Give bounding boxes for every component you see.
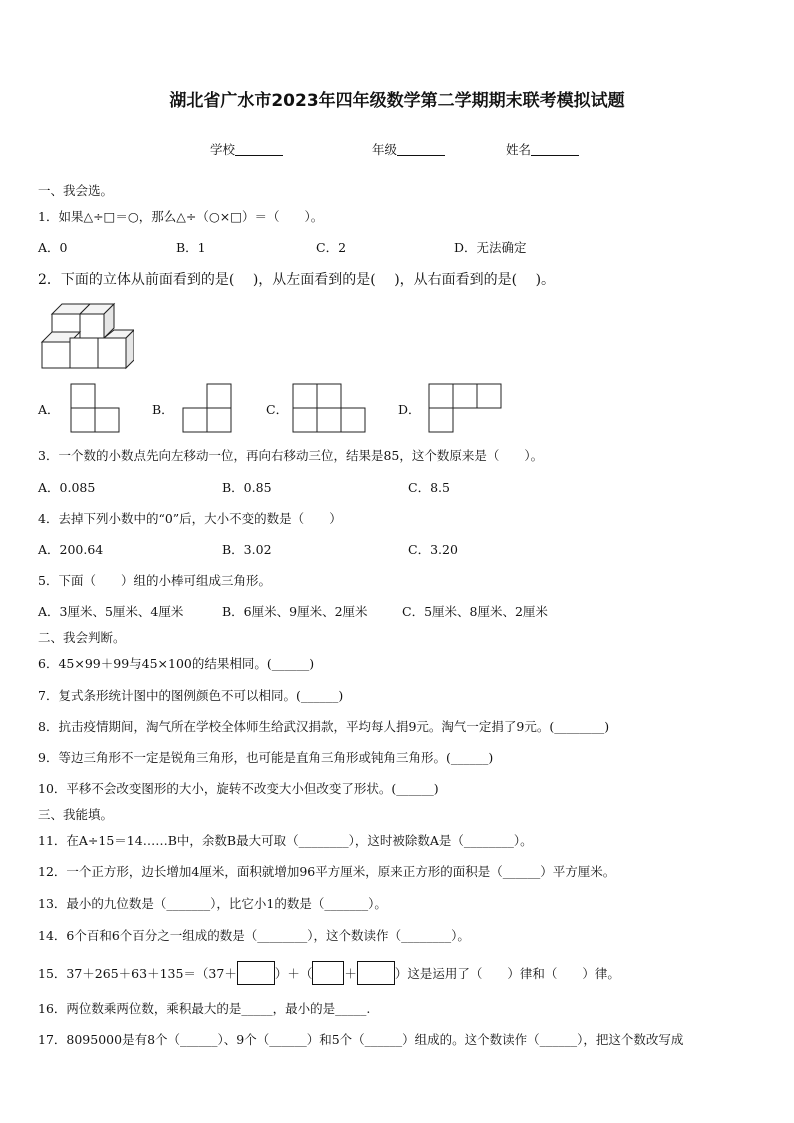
question-2: 2．下面的立体从前面看到的是( )，从左面看到的是( )，从右面看到的是( )。 — [38, 272, 556, 288]
question-13: 13．最小的九位数是（_______），比它小1的数是（_______）。 — [38, 896, 387, 911]
q1-option-a: A．0 — [38, 240, 68, 255]
grade-blank — [397, 143, 445, 156]
question-11: 11．在A÷15＝14……B中，余数B最大可取（________），这时被除数A是（________）。 — [38, 833, 533, 848]
question-6: 6．45×99＋99与45×100的结果相同。(______) — [38, 656, 315, 671]
q5-option-b: B．6厘米、9厘米、2厘米 — [222, 604, 368, 619]
cube-front-face — [70, 338, 98, 368]
q1-option-b: B．1 — [176, 240, 206, 255]
grade-field — [372, 140, 445, 158]
q15-part-4: ）这是运用了（ ）律和（ ）律。 — [394, 966, 620, 981]
q5-option-a: A．3厘米、5厘米、4厘米 — [38, 604, 184, 619]
q1-option-c: C．2 — [316, 240, 347, 255]
q2-option-d-view — [428, 383, 502, 433]
question-3: 3．一个数的小数点先向左移动一位，再向右移动三位，结果是85，这个数原来是（ ）。 — [38, 448, 544, 463]
q3-option-b: B．0.85 — [222, 480, 272, 495]
section-heading-2: 二、我会判断。 — [38, 630, 126, 645]
q15-part-2: ）＋（ — [274, 966, 313, 981]
cube-front-face — [42, 342, 70, 368]
question-14: 14．6个百和6个百分之一组成的数是（________），这个数读作（________）。 — [38, 928, 470, 943]
question-12: 12．一个正方形，边长增加4厘米，面积就增加96平方厘米，原来正方形的面积是（______）平方厘米。 — [38, 864, 616, 879]
cube-front-face — [80, 314, 104, 338]
name-field — [506, 140, 579, 158]
q4-option-a: A．200.64 — [38, 542, 104, 557]
grade-label: 年级 — [372, 142, 398, 157]
q2-option-a: A． — [38, 402, 60, 417]
q15-part-1: 15．37＋265＋63＋135＝（37＋ — [38, 966, 237, 981]
question-10: 10．平移不会改变图形的大小，旋转不改变大小但改变了形状。(______) — [38, 781, 439, 796]
question-5: 5．下面（ ）组的小棒可组成三角形。 — [38, 573, 271, 588]
name-blank — [531, 143, 579, 156]
page-title: 湖北省广水市2023年四年级数学第二学期期末联考模拟试题 — [169, 91, 625, 111]
q3-option-c: C．8.5 — [408, 480, 450, 495]
question-17: 17．8095000是有8个（______）、9个（______）和5个（______）组成的。这个数读作（______），把这个数改写成 — [38, 1032, 684, 1047]
q1-option-d: D．无法确定 — [454, 240, 527, 255]
section-heading-3: 三、我能填。 — [38, 807, 114, 822]
q15-answer-box-1[interactable] — [237, 961, 275, 985]
question-1: 1．如果△÷□＝○，那么△÷（○×□）＝（ ）。 — [38, 209, 324, 224]
question-16: 16．两位数乘两位数，乘积最大的是_____，最小的是_____. — [38, 1001, 371, 1016]
q3-option-a: A．0.085 — [38, 480, 96, 495]
question-7: 7．复式条形统计图中的图例颜色不可以相同。(______) — [38, 688, 344, 703]
q2-option-c-view — [292, 383, 366, 433]
q4-option-c: C．3.20 — [408, 542, 458, 557]
q2-option-b: B． — [152, 402, 174, 417]
solid-figure — [38, 300, 134, 372]
cube-front-face — [98, 338, 126, 368]
q15-answer-box-3[interactable] — [357, 961, 395, 985]
section-heading-1: 一、我会选。 — [38, 183, 114, 198]
name-label: 姓名 — [506, 142, 532, 157]
q2-option-a-view — [70, 383, 120, 433]
q15-part-3: ＋ — [344, 966, 357, 981]
school-field — [210, 140, 283, 158]
q5-option-c: C．5厘米、8厘米、2厘米 — [402, 604, 548, 619]
question-15 — [38, 961, 620, 985]
q2-option-b-view — [182, 383, 232, 433]
question-9: 9．等边三角形不一定是锐角三角形，也可能是直角三角形或钝角三角形。(______) — [38, 750, 494, 765]
q15-answer-box-2[interactable] — [312, 961, 344, 985]
q2-option-c: C． — [266, 402, 289, 417]
question-4: 4．去掉下列小数中的“0”后，大小不变的数是（ ） — [38, 511, 342, 526]
school-label: 学校 — [210, 142, 236, 157]
school-blank — [235, 143, 283, 156]
q2-option-d: D． — [398, 402, 421, 417]
question-8: 8．抗击疫情期间，淘气所在学校全体师生给武汉捐款，平均每人捐9元。淘气一定捐了9元。(________) — [38, 719, 610, 734]
q4-option-b: B．3.02 — [222, 542, 272, 557]
